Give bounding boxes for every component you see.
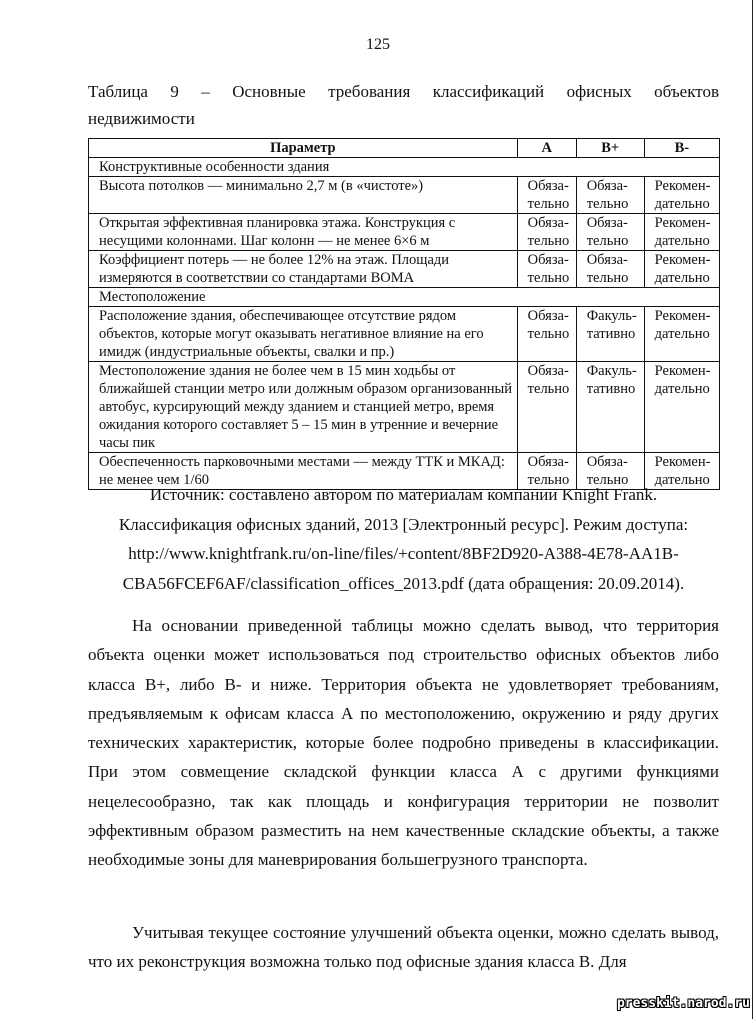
header-class-bplus: B+ xyxy=(576,139,644,158)
body-paragraph: На основании приведенной таблицы можно сделать вывод, что территория объекта оценки может использоваться под строительство офисных объектов либо класса В+, либо В- и ниже. Территория объекта не удовлетворяет требованиям, предъявляемым к офисам класса А по местоположению, окружению и ряду других технических характеристик, которые более подробно приведены в классификации. При этом совмещение складской функции класса А с другими функциями нецелесообразно, так как площадь и конфигурация территории не позволит эффективным образом разместить на нем качественные складские объекты, а также необходимые зоны для маневрирования большегрузного транспорта. xyxy=(88,616,719,870)
source-line: Источник: составлено автором по материалам компании Knight Frank. xyxy=(149,485,658,504)
source-url-line: CBA56FCEF6AF/classification_offices_2013.pdf (дата обращения: 20.09.2014). xyxy=(122,573,685,593)
class-bminus-cell: Рекомен- дательно xyxy=(644,453,719,490)
page-number: 125 xyxy=(366,36,390,53)
class-a-cell: Обяза- тельно xyxy=(517,251,576,288)
param-cell: Коэффициент потерь — не более 12% на этаж. Площади измеряются в соответствии со стандартами BOMA xyxy=(89,251,518,288)
table-source-note xyxy=(88,480,719,598)
param-cell: Высота потолков — минимально 2,7 м (в «чистоте») xyxy=(89,177,518,214)
param-cell: Открытая эффективная планировка этажа. Конструкция с несущими колоннами. Шаг колонн — не менее 6×6 м xyxy=(89,214,518,251)
watermark: presskit.narod.ru xyxy=(616,996,750,1011)
class-bplus-cell: Факуль- тативно xyxy=(576,362,644,453)
table-section-row xyxy=(89,158,720,177)
table-caption-continued: недвижимости xyxy=(88,109,195,128)
table-row xyxy=(89,177,720,214)
section-label: Конструктивные особенности здания xyxy=(89,158,720,177)
table-row xyxy=(89,362,720,453)
class-a-cell: Обяза- тельно xyxy=(517,362,576,453)
table-row xyxy=(89,307,720,362)
class-bplus-cell: Факуль- тативно xyxy=(576,307,644,362)
class-bminus-cell: Рекомен- дательно xyxy=(644,214,719,251)
class-a-cell: Обяза- тельно xyxy=(517,214,576,251)
header-class-bminus: B- xyxy=(644,139,719,158)
section-label: Местоположение xyxy=(89,288,720,307)
class-bplus-cell: Обяза- тельно xyxy=(576,177,644,214)
table-row xyxy=(89,251,720,288)
param-cell: Обеспеченность парковочными местами — между ТТК и МКАД: не менее чем 1/60 xyxy=(89,453,518,490)
param-cell: Местоположение здания не более чем в 15 мин ходьбы от ближайшей станции метро или должным образом организованный автобус, курсирующий между зданием и станцией метро, время ожидания которого составляет 5 – 15 мин в утренние и вечерние часы пик xyxy=(89,362,518,453)
header-parameter: Параметр xyxy=(89,139,518,158)
class-a-cell: Обяза- тельно xyxy=(517,453,576,490)
class-bplus-cell: Обяза- тельно xyxy=(576,251,644,288)
class-bplus-cell: Обяза- тельно xyxy=(576,214,644,251)
class-a-cell: Обяза- тельно xyxy=(517,307,576,362)
header-class-a: A xyxy=(517,139,576,158)
source-url-line: http://www.knightfrank.ru/on-line/files/+content/8BF2D920-A388-4E78-AA1B- xyxy=(128,544,679,563)
table-section-row xyxy=(89,288,720,307)
page-edge-rule xyxy=(752,0,753,1019)
class-bminus-cell: Рекомен- дательно xyxy=(644,307,719,362)
source-line: Классификация офисных зданий, 2013 [Электронный ресурс]. Режим доступа: xyxy=(118,514,689,534)
table-caption: Таблица 9 – Основные требования классификаций офисных объектов xyxy=(88,82,719,101)
requirements-table xyxy=(88,138,720,490)
body-paragraph: Учитывая текущее состояние улучшений объекта оценки, можно сделать вывод, что их реконструкция возможна только под офисные здания класса В. Для xyxy=(88,923,719,972)
param-cell: Расположение здания, обеспечивающее отсутствие рядом объектов, которые могут оказывать негативное влияние на его имидж (индустриальные объекты, свалки и пр.) xyxy=(89,307,518,362)
class-a-cell: Обяза- тельно xyxy=(517,177,576,214)
class-bplus-cell: Обяза- тельно xyxy=(576,453,644,490)
table-header-row xyxy=(89,139,720,158)
class-bminus-cell: Рекомен- дательно xyxy=(644,177,719,214)
table-row xyxy=(89,214,720,251)
class-bminus-cell: Рекомен- дательно xyxy=(644,251,719,288)
class-bminus-cell: Рекомен- дательно xyxy=(644,362,719,453)
